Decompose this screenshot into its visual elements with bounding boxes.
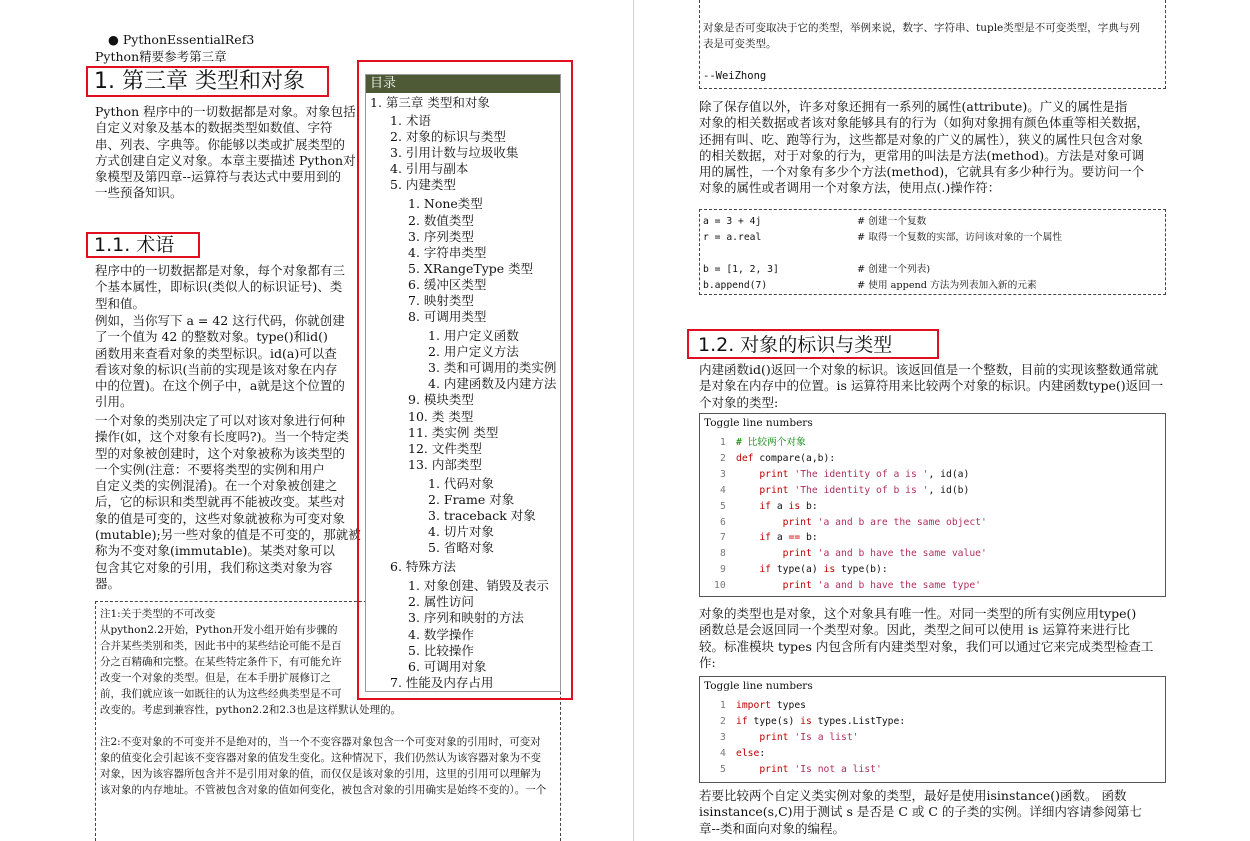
toc-item[interactable]: 2. 属性访问 bbox=[408, 594, 474, 610]
code-line: if type(s) is types.ListType: bbox=[736, 716, 906, 727]
code-text: b.append(7) bbox=[703, 280, 768, 291]
note-2 bbox=[100, 734, 555, 798]
bullet-item bbox=[108, 32, 254, 48]
code-comment: # 创建一个复数 bbox=[857, 216, 927, 227]
toc-item[interactable]: 11. 类实例 类型 bbox=[408, 424, 499, 440]
text-line: 称为不变对象(immutable)。某类对象可以 bbox=[95, 543, 335, 559]
code-line: print 'a and b have the same type' bbox=[782, 580, 981, 592]
text-line: 自定义对象及基本的数据类型如数值、字符 bbox=[95, 120, 333, 136]
line-number: 4 bbox=[720, 748, 726, 759]
toc-item[interactable]: 2. Frame 对象 bbox=[428, 491, 515, 507]
toggle-line-numbers-2[interactable]: Toggle line numbers bbox=[704, 680, 813, 692]
line-number: 9 bbox=[720, 564, 726, 576]
bullet-text: PythonEssentialRef3 bbox=[122, 32, 255, 47]
text-line: 方式创建自定义对象。本章主要描述 Python对 bbox=[95, 152, 356, 168]
toc-item[interactable]: 3. 类和可调用的类实例 bbox=[428, 360, 557, 376]
code-text: r = a.real bbox=[703, 232, 762, 243]
code-line: if a == b: bbox=[759, 532, 818, 544]
toc-item[interactable]: 2. 用户定义方法 bbox=[428, 344, 519, 360]
note-line: 对象是否可变取决于它的类型，举例来说，数字、字符串、tuple类型是不可变类型，字典与列 bbox=[703, 22, 1140, 34]
text-line: isinstance(s,C)用于测试 s 是否是 C 或 C 的子类的实例。详细内容请参阅第七 bbox=[699, 804, 1142, 820]
text-line: Python 程序中的一切数据都是对象。对象包括 bbox=[95, 104, 356, 119]
toc-item[interactable]: 7. 映射类型 bbox=[408, 293, 474, 308]
text-line: 型的对象被创建时，这个对象被称为该类型的 bbox=[95, 445, 346, 461]
terms-paragraph-1 bbox=[95, 263, 360, 312]
line-number: 2 bbox=[720, 452, 726, 464]
text-line: 该对象的内存地址。不管被包含对象的值如何变化，被包含对象的引用确实是始终不变的）。一个 bbox=[100, 784, 547, 796]
section-title-terms: 1.1. 术语 bbox=[94, 234, 175, 256]
text-line: 对象的属性或者调用一个对象方法，使用点(.)操作符： bbox=[699, 180, 1001, 196]
text-line: 对象的相关数据或者该对象能够具有的行为（如狗对象拥有颜色体重等相关数据， bbox=[699, 115, 1150, 131]
text-line: 操作(如，这个对象有长度吗?)。当一个特定类 bbox=[95, 429, 349, 445]
line-number: 1 bbox=[720, 700, 726, 711]
toc-item[interactable]: 2. 数值类型 bbox=[408, 212, 474, 228]
toc-item[interactable]: 4. 切片对象 bbox=[428, 524, 494, 540]
toc-item[interactable]: 1. 第三章 类型和对象 bbox=[370, 95, 490, 110]
chapter-title: 1. 第三章 类型和对象 bbox=[94, 69, 305, 94]
text-line: 从python2.2开始，Python开发小组开始有步骤的 bbox=[100, 624, 338, 636]
text-line: 一些预备知识。 bbox=[95, 185, 183, 201]
code-text: a = 3 + 4j bbox=[703, 216, 762, 227]
line-number: 5 bbox=[720, 500, 726, 512]
text-line: 后，它的标识和类型就再不能被改变。某些对 bbox=[95, 494, 346, 510]
text-line: 改变一个对象的类型。但是，在本手册扩展修订之 bbox=[100, 672, 331, 684]
toc-item[interactable]: 1. 代码对象 bbox=[428, 475, 494, 491]
line-number: 8 bbox=[720, 548, 726, 560]
text-line: 一个实例(注意：不要将类型的实例和用户 bbox=[95, 461, 325, 477]
text-line: 象的值变化会引起该不变容器对象的值发生变化。这种情况下，我们仍然认为该容器对象为不变 bbox=[100, 752, 541, 764]
toc-item[interactable]: 6. 可调用对象 bbox=[408, 658, 487, 674]
text-line: 函数用来查看对象的类型标识。id(a)可以查 bbox=[95, 345, 337, 361]
text-line: 函数总是会返回同一个类型对象。因此，类型之间可以使用 is 运算符来进行比 bbox=[699, 622, 1130, 638]
code-line: print 'a and b are the same object' bbox=[782, 516, 987, 528]
toc-item[interactable]: 3. 序列类型 bbox=[408, 228, 474, 244]
toc-item[interactable]: 5. 比较操作 bbox=[408, 642, 474, 658]
line-number: 7 bbox=[720, 532, 726, 544]
section-title-identity: 1.2. 对象的标识与类型 bbox=[698, 334, 893, 356]
type-paragraph bbox=[699, 606, 1169, 671]
text-line: 若要比较两个自定义类实例对象的类型，最好是使用isinstance()函数。 函数 bbox=[699, 788, 1127, 803]
code-line: print 'a and b have the same value' bbox=[782, 548, 987, 560]
text-line: 象的值是可变的，这些对象就被称为可变对象 bbox=[95, 510, 346, 526]
code-line: # 比较两个对象 bbox=[736, 437, 806, 448]
line-number: 1 bbox=[720, 437, 726, 448]
text-line: (mutable);另一些对象的值是不可变的，那就被 bbox=[95, 527, 361, 543]
text-line: 型和值。 bbox=[95, 295, 146, 311]
text-line: 除了保存值以外，许多对象还拥有一系列的属性(attribute)。广义的属性是指 bbox=[699, 99, 1128, 114]
text-line: 用的属性，一个对象有多少个方法(method)，它就具有多少种行为。要访问一个 bbox=[699, 164, 1145, 180]
text-line: 包含其它对象的引用，我们称这类对象为容 bbox=[95, 559, 333, 575]
text-line: 章--类和面向对象的编程。 bbox=[699, 820, 845, 836]
identity-paragraph bbox=[699, 362, 1169, 411]
text-line: 个基本属性，即标识(类似人的标识证号)、类 bbox=[95, 279, 343, 295]
text-line: 是对象在内存中的位置。is 运算符用来比较两个对象的标识。内建函数type()返回一 bbox=[699, 378, 1164, 394]
terms-paragraph-3 bbox=[95, 413, 360, 592]
text-line: 程序中的一切数据都是对象，每个对象都有三 bbox=[95, 263, 346, 278]
toc-item[interactable]: 7. 性能及内存占用 bbox=[390, 674, 494, 690]
toc-item[interactable]: 5. 内建类型 bbox=[390, 177, 456, 193]
toc-item[interactable]: 1. 术语 bbox=[390, 113, 431, 128]
toc-item[interactable]: 5. XRangeType 类型 bbox=[408, 260, 534, 276]
toc-heading: 目录 bbox=[366, 75, 560, 93]
toc-item[interactable]: 9. 模块类型 bbox=[408, 392, 474, 408]
text-line: 例如，当你写下 a = 42 这行代码，你就创建 bbox=[95, 313, 345, 328]
line-number: 10 bbox=[714, 580, 726, 592]
isinstance-paragraph bbox=[699, 788, 1169, 837]
text-line: 作: bbox=[699, 654, 716, 670]
text-line: 自定义类的实例混淆)。在一个对象被创建之 bbox=[95, 478, 338, 494]
toc-item[interactable]: 4. 内建函数及内建方法 bbox=[428, 376, 557, 392]
text-line: 注1:关于类型的不可改变 bbox=[100, 608, 216, 620]
code-line: def compare(a,b): bbox=[736, 452, 836, 464]
toc-item[interactable]: 3. 引用计数与垃圾收集 bbox=[390, 145, 519, 161]
code-line: print 'Is not a list' bbox=[759, 764, 882, 775]
text-line: 个对象的类型: bbox=[699, 394, 779, 410]
toc-item[interactable]: 3. traceback 对象 bbox=[428, 508, 536, 523]
text-line: 较。标准模块 types 内包含所有内建类型对象，我们可以通过它来完成类型检查工 bbox=[699, 638, 1154, 654]
bullet-dot: ● bbox=[108, 32, 123, 47]
toc-item[interactable]: 13. 内部类型 bbox=[408, 456, 482, 472]
text-line: 合并某些类别和类，因此书中的某些结论可能不是百 bbox=[100, 640, 342, 652]
text-line: 内建函数id()返回一个对象的标识。该返回值是一个整数，目前的实现该整数通常就 bbox=[699, 362, 1159, 377]
attribute-paragraph bbox=[699, 99, 1169, 197]
toc-item[interactable]: 12. 文件类型 bbox=[408, 440, 482, 456]
text-line: 了一个值为 42 的整数对象。type()和id() bbox=[95, 329, 328, 345]
toc-item[interactable]: 4. 数学操作 bbox=[408, 626, 474, 642]
toc-item[interactable]: 10. 类 类型 bbox=[408, 408, 474, 424]
toggle-line-numbers-1[interactable]: Toggle line numbers bbox=[704, 417, 813, 429]
toc-item[interactable]: 6. 特殊方法 bbox=[390, 559, 456, 575]
code-line: print 'Is a list' bbox=[759, 732, 859, 743]
text-line: 对象的类型也是对象，这个对象具有唯一性。对同一类型的所有实例应用type() bbox=[699, 606, 1137, 621]
text-line: 引用。 bbox=[95, 394, 133, 410]
line-number: 3 bbox=[720, 468, 726, 480]
text-line: 注2:不变对象的不可变并不是绝对的，当一个不变容器对象包含一个可变对象的引用时，可变对 bbox=[100, 736, 541, 748]
line-number: 4 bbox=[720, 484, 726, 496]
code-text: b = [1, 2, 3] bbox=[703, 264, 779, 275]
toc-item[interactable]: 4. 引用与副本 bbox=[390, 161, 469, 177]
toc-item[interactable]: 6. 缓冲区类型 bbox=[408, 276, 487, 292]
page-divider bbox=[633, 0, 634, 841]
code-comment: # 取得一个复数的实部，访问该对象的一个属性 bbox=[857, 232, 1062, 243]
toc-item[interactable]: 2. 对象的标识与类型 bbox=[390, 129, 506, 145]
text-line: 象模型及第四章--运算符与表达式中要用到的 bbox=[95, 169, 341, 185]
text-line: 的相关数据，对于对象的行为，更常用的叫法是方法(method)。方法是对象可调 bbox=[699, 147, 1145, 163]
text-line: 器。 bbox=[95, 575, 121, 591]
text-line: 前，我们就应该一如既往的认为这些经典类型是不可 bbox=[100, 688, 342, 700]
code-line: else: bbox=[736, 748, 766, 759]
code-comment: # 使用 append 方法为列表加入新的元素 bbox=[857, 280, 1037, 291]
note-line: 表是可变类型。 bbox=[703, 38, 777, 50]
text-line: 中的位置)。在这个例子中，a就是这个位置的 bbox=[95, 378, 345, 394]
code-line: print 'The identity of a is ', id(a) bbox=[759, 468, 970, 480]
terms-paragraph-2 bbox=[95, 313, 360, 411]
toc-item[interactable]: 8. 可调用类型 bbox=[408, 309, 487, 325]
intro-paragraph bbox=[95, 104, 360, 202]
code-line: if type(a) is type(b): bbox=[759, 564, 888, 576]
text-line: 看该对象的标识(当前的实现是该对象在内存 bbox=[95, 361, 338, 377]
text-line: 分之百精确和完整。在某些特定条件下，有可能允许 bbox=[100, 656, 342, 668]
code-line: if a is b: bbox=[759, 500, 818, 512]
text-line: 改变的。考虑到兼容性，python2.2和2.3也是这样默认处理的。 bbox=[100, 704, 402, 716]
note-line: --WeiZhong bbox=[703, 70, 767, 82]
toc-item[interactable]: 4. 字符串类型 bbox=[408, 244, 487, 260]
toc-item[interactable]: 5. 省略对象 bbox=[428, 540, 494, 556]
toc-item[interactable]: 1. None类型 bbox=[408, 196, 483, 212]
line-number: 6 bbox=[720, 516, 726, 528]
code-line: print 'The identity of b is ', id(b) bbox=[759, 484, 970, 496]
code-line: import types bbox=[736, 700, 806, 711]
toc-item[interactable]: 3. 序列和映射的方法 bbox=[408, 610, 524, 626]
line-number: 5 bbox=[720, 764, 726, 775]
text-line: 对象，因为该容器所包含并不是引用对象的值，而仅仅是该对象的引用，这里的引用可以理解为 bbox=[100, 768, 541, 780]
line-number: 2 bbox=[720, 716, 726, 727]
toc-item[interactable]: 1. 用户定义函数 bbox=[428, 328, 519, 344]
toc-item[interactable]: 1. 对象创建、销毁及表示 bbox=[408, 578, 549, 594]
text-line: 一个对象的类别决定了可以对该对象进行何种 bbox=[95, 413, 346, 428]
code-comment: # 创建一个列表) bbox=[857, 264, 931, 275]
text-line: 串、列表、字典等。你能够以类或扩展类型的 bbox=[95, 136, 346, 152]
page-subtitle: Python精要参考第三章 bbox=[95, 49, 227, 64]
text-line: 还拥有叫、吃、跑等行为，这些都是对象的广义的属性），狭义的属性只包含对象 bbox=[699, 131, 1143, 147]
line-number: 3 bbox=[720, 732, 726, 743]
